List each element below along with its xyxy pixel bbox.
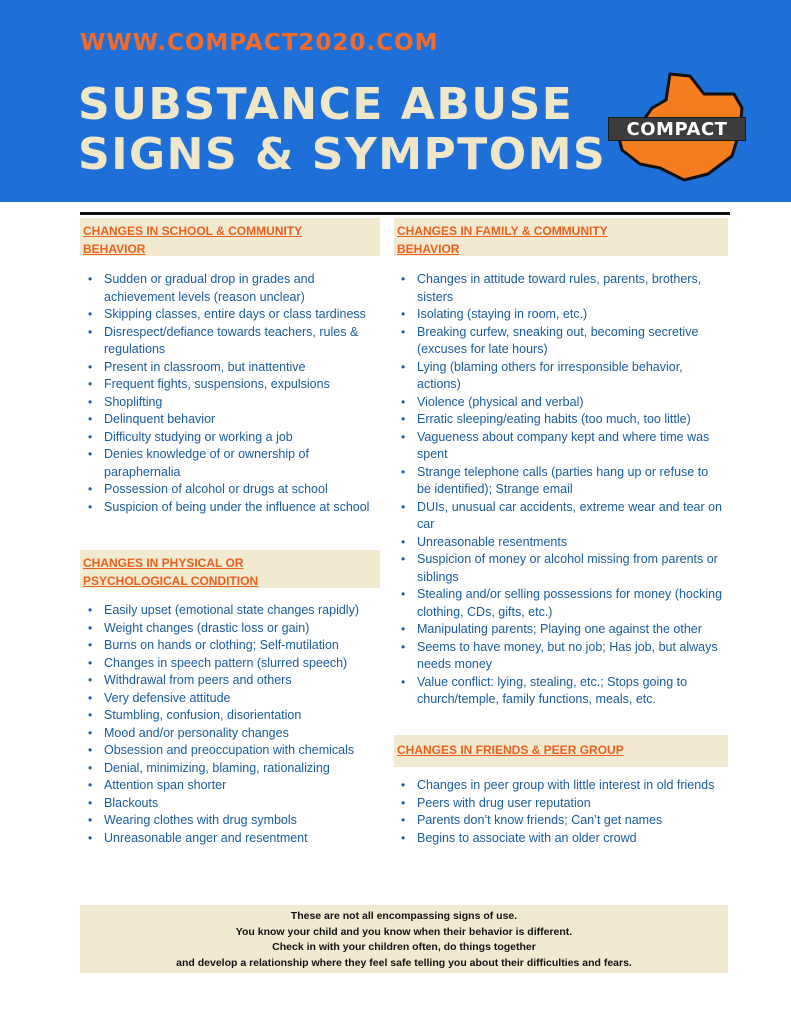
footer-line-4: and develop a relationship where they feel safe telling you about their difficulties and fears. [176,956,632,969]
family-list [393,271,738,709]
school-section-heading [80,218,380,256]
list-item [393,359,738,394]
list-item [80,637,390,655]
list-item-line: • Skipping classes, entire days or class tardiness [104,307,366,321]
physical-list [80,602,390,847]
list-item [393,306,738,324]
title-line-2: SIGNS & SYMPTOMS [78,129,607,180]
list-item-line: • Shoplifting [104,394,163,409]
footer-line-1: These are not all encompassing signs of use. [290,910,518,922]
list-item [80,672,390,690]
list-item-line: • Withdrawal from peers and others [104,673,292,687]
list-item-line: • Seems to have money, but no job; Has job, but always [417,639,718,654]
list-item-line: • Very defensive attitude [104,690,231,705]
list-item [393,324,738,359]
list-item-line: • Changes in speech pattern (slurred speech) [104,655,348,670]
list-item [393,411,738,429]
list-item-line: • Disrespect/defiance towards teachers, rules & [104,324,359,339]
list-item-line: achievement levels (reason unclear) [104,289,305,304]
list-item-line: • Present in classroom, but inattentive [104,359,306,374]
footer-line-2: You know your child and you know when their behavior is different. [235,925,573,938]
list-item-line: • Blackouts [104,795,159,810]
list-item [80,446,390,481]
site-url: WWW.COMPACT2020.COM [80,30,439,56]
list-item-line: • Changes in attitude toward rules, parents, brothers, [417,272,702,286]
list-item [393,586,738,621]
list-item [80,429,390,447]
list-item [393,830,738,848]
footer-note [80,905,728,973]
list-item-line: be identified); Strange email [417,482,573,496]
list-item [393,394,738,412]
list-item [393,777,738,795]
list-item-line: • Erratic sleeping/eating habits (too much, too little) [417,412,691,426]
physical-heading-line-2: PSYCHOLOGICAL CONDITION [83,574,259,588]
list-item-line: car [417,517,435,531]
list-item [80,481,390,499]
list-item-line: • Sudden or gradual drop in grades and [104,272,315,286]
list-item [80,812,390,830]
physical-section-heading [80,550,380,588]
list-item-line: • Suspicion of money or alcohol missing from parents or [417,552,718,566]
list-item [80,707,390,725]
list-item [80,655,390,673]
list-item [80,271,390,306]
list-item [80,620,390,638]
list-item-line: spent [417,447,448,461]
list-item-line: • Unreasonable resentments [417,534,568,549]
list-item [80,306,390,324]
list-item [80,499,390,517]
list-item [80,725,390,743]
list-item [80,394,390,412]
list-item [80,411,390,429]
list-item [393,795,738,813]
page-title [78,80,606,180]
list-item-line: • Stumbling, confusion, disorientation [104,708,302,722]
friends-list [393,777,738,847]
list-item [393,464,738,499]
list-item-line: • Difficulty studying or working a job [104,429,293,444]
list-item [393,639,738,674]
list-item [393,621,738,639]
family-section-heading [394,218,728,256]
footer-line-3: Check in with your children often, do things together [272,941,536,953]
school-list [80,271,390,516]
list-item-line: • Delinquent behavior [104,412,216,426]
list-item-line: • Possession of alcohol or drugs at school [104,482,328,496]
list-item-line: sisters [417,289,454,304]
list-item [393,429,738,464]
list-item [80,602,390,620]
school-heading-line-2: BEHAVIOR [83,242,146,256]
list-item-line: • Violence (physical and verbal) [417,394,584,409]
divider-rule [80,212,730,215]
list-item [393,812,738,830]
list-item [80,690,390,708]
list-item-line: • Stealing and/or selling possessions for money (hocking [417,587,723,601]
list-item-line: • Obsession and preoccupation with chemicals [104,743,355,757]
list-item-line: • Denies knowledge of or ownership of [104,447,309,461]
list-item-line: • Easily upset (emotional state changes rapidly) [104,603,359,617]
list-item-line: • Burns on hands or clothing; Self-mutilation [104,638,339,652]
list-item [80,830,390,848]
list-item [393,551,738,586]
title-line-1: SUBSTANCE ABUSE [78,79,574,130]
list-item-line: actions) [417,377,461,391]
list-item-line: (excuses for late hours) [417,342,548,356]
friends-section-heading [394,735,728,767]
list-item [80,742,390,760]
list-item-line: • Suspicion of being under the influence at school [104,499,370,514]
list-item-line: • Vagueness about company kept and where time was [417,429,710,444]
list-item-line: • Changes in peer group with little interest in old friends [417,778,715,792]
school-heading-line-1: CHANGES IN SCHOOL & COMMUNITY [83,224,303,238]
list-item-line: • Parents don’t know friends; Can’t get names [417,813,663,827]
list-item-line: • DUIs, unusual car accidents, extreme wear and tear on [417,499,723,514]
list-item-line: • Attention span shorter [104,778,227,792]
list-item-line: • Weight changes (drastic loss or gain) [104,620,310,635]
list-item-line: • Strange telephone calls (parties hang up or refuse to [417,464,709,479]
list-item-line: • Value conflict: lying, stealing, etc.; Stops going to [417,674,688,689]
list-item [80,359,390,377]
list-item-line: • Peers with drug user reputation [417,795,591,810]
list-item-line: regulations [104,342,166,356]
list-item [80,324,390,359]
list-item-line: • Mood and/or personality changes [104,725,289,740]
header-banner [0,0,791,202]
logo-wordmark: COMPACT [608,117,746,141]
compact-logo [608,70,748,182]
list-item-line: • Begins to associate with an older crowd [417,830,637,845]
list-item-line: needs money [417,657,493,671]
list-item [393,674,738,709]
list-item-line: • Isolating (staying in room, etc.) [417,307,588,321]
list-item-line: • Lying (blaming others for irresponsible behavior, [417,359,683,374]
list-item [393,499,738,534]
list-item-line: paraphernalia [104,464,181,479]
list-item-line: • Breaking curfew, sneaking out, becoming secretive [417,324,699,339]
list-item [393,271,738,306]
list-item [80,376,390,394]
list-item-line: • Wearing clothes with drug symbols [104,813,297,827]
family-heading-line-2: BEHAVIOR [397,242,460,256]
list-item [393,534,738,552]
list-item-line: siblings [417,569,459,584]
family-heading-line-1: CHANGES IN FAMILY & COMMUNITY [397,224,608,238]
list-item-line: • Denial, minimizing, blaming, rationalizing [104,760,330,775]
list-item [80,760,390,778]
list-item-line: • Manipulating parents; Playing one against the other [417,622,702,636]
list-item [80,795,390,813]
list-item-line: clothing, CDs, gifts, etc.) [417,604,553,619]
list-item-line: church/temple, family functions, meals, etc. [417,692,656,706]
list-item [80,777,390,795]
list-item-line: • Unreasonable anger and resentment [104,830,308,845]
friends-heading-line-1: CHANGES IN FRIENDS & PEER GROUP [397,743,624,757]
physical-heading-line-1: CHANGES IN PHYSICAL OR [83,556,244,570]
list-item-line: • Frequent fights, suspensions, expulsions [104,377,330,391]
